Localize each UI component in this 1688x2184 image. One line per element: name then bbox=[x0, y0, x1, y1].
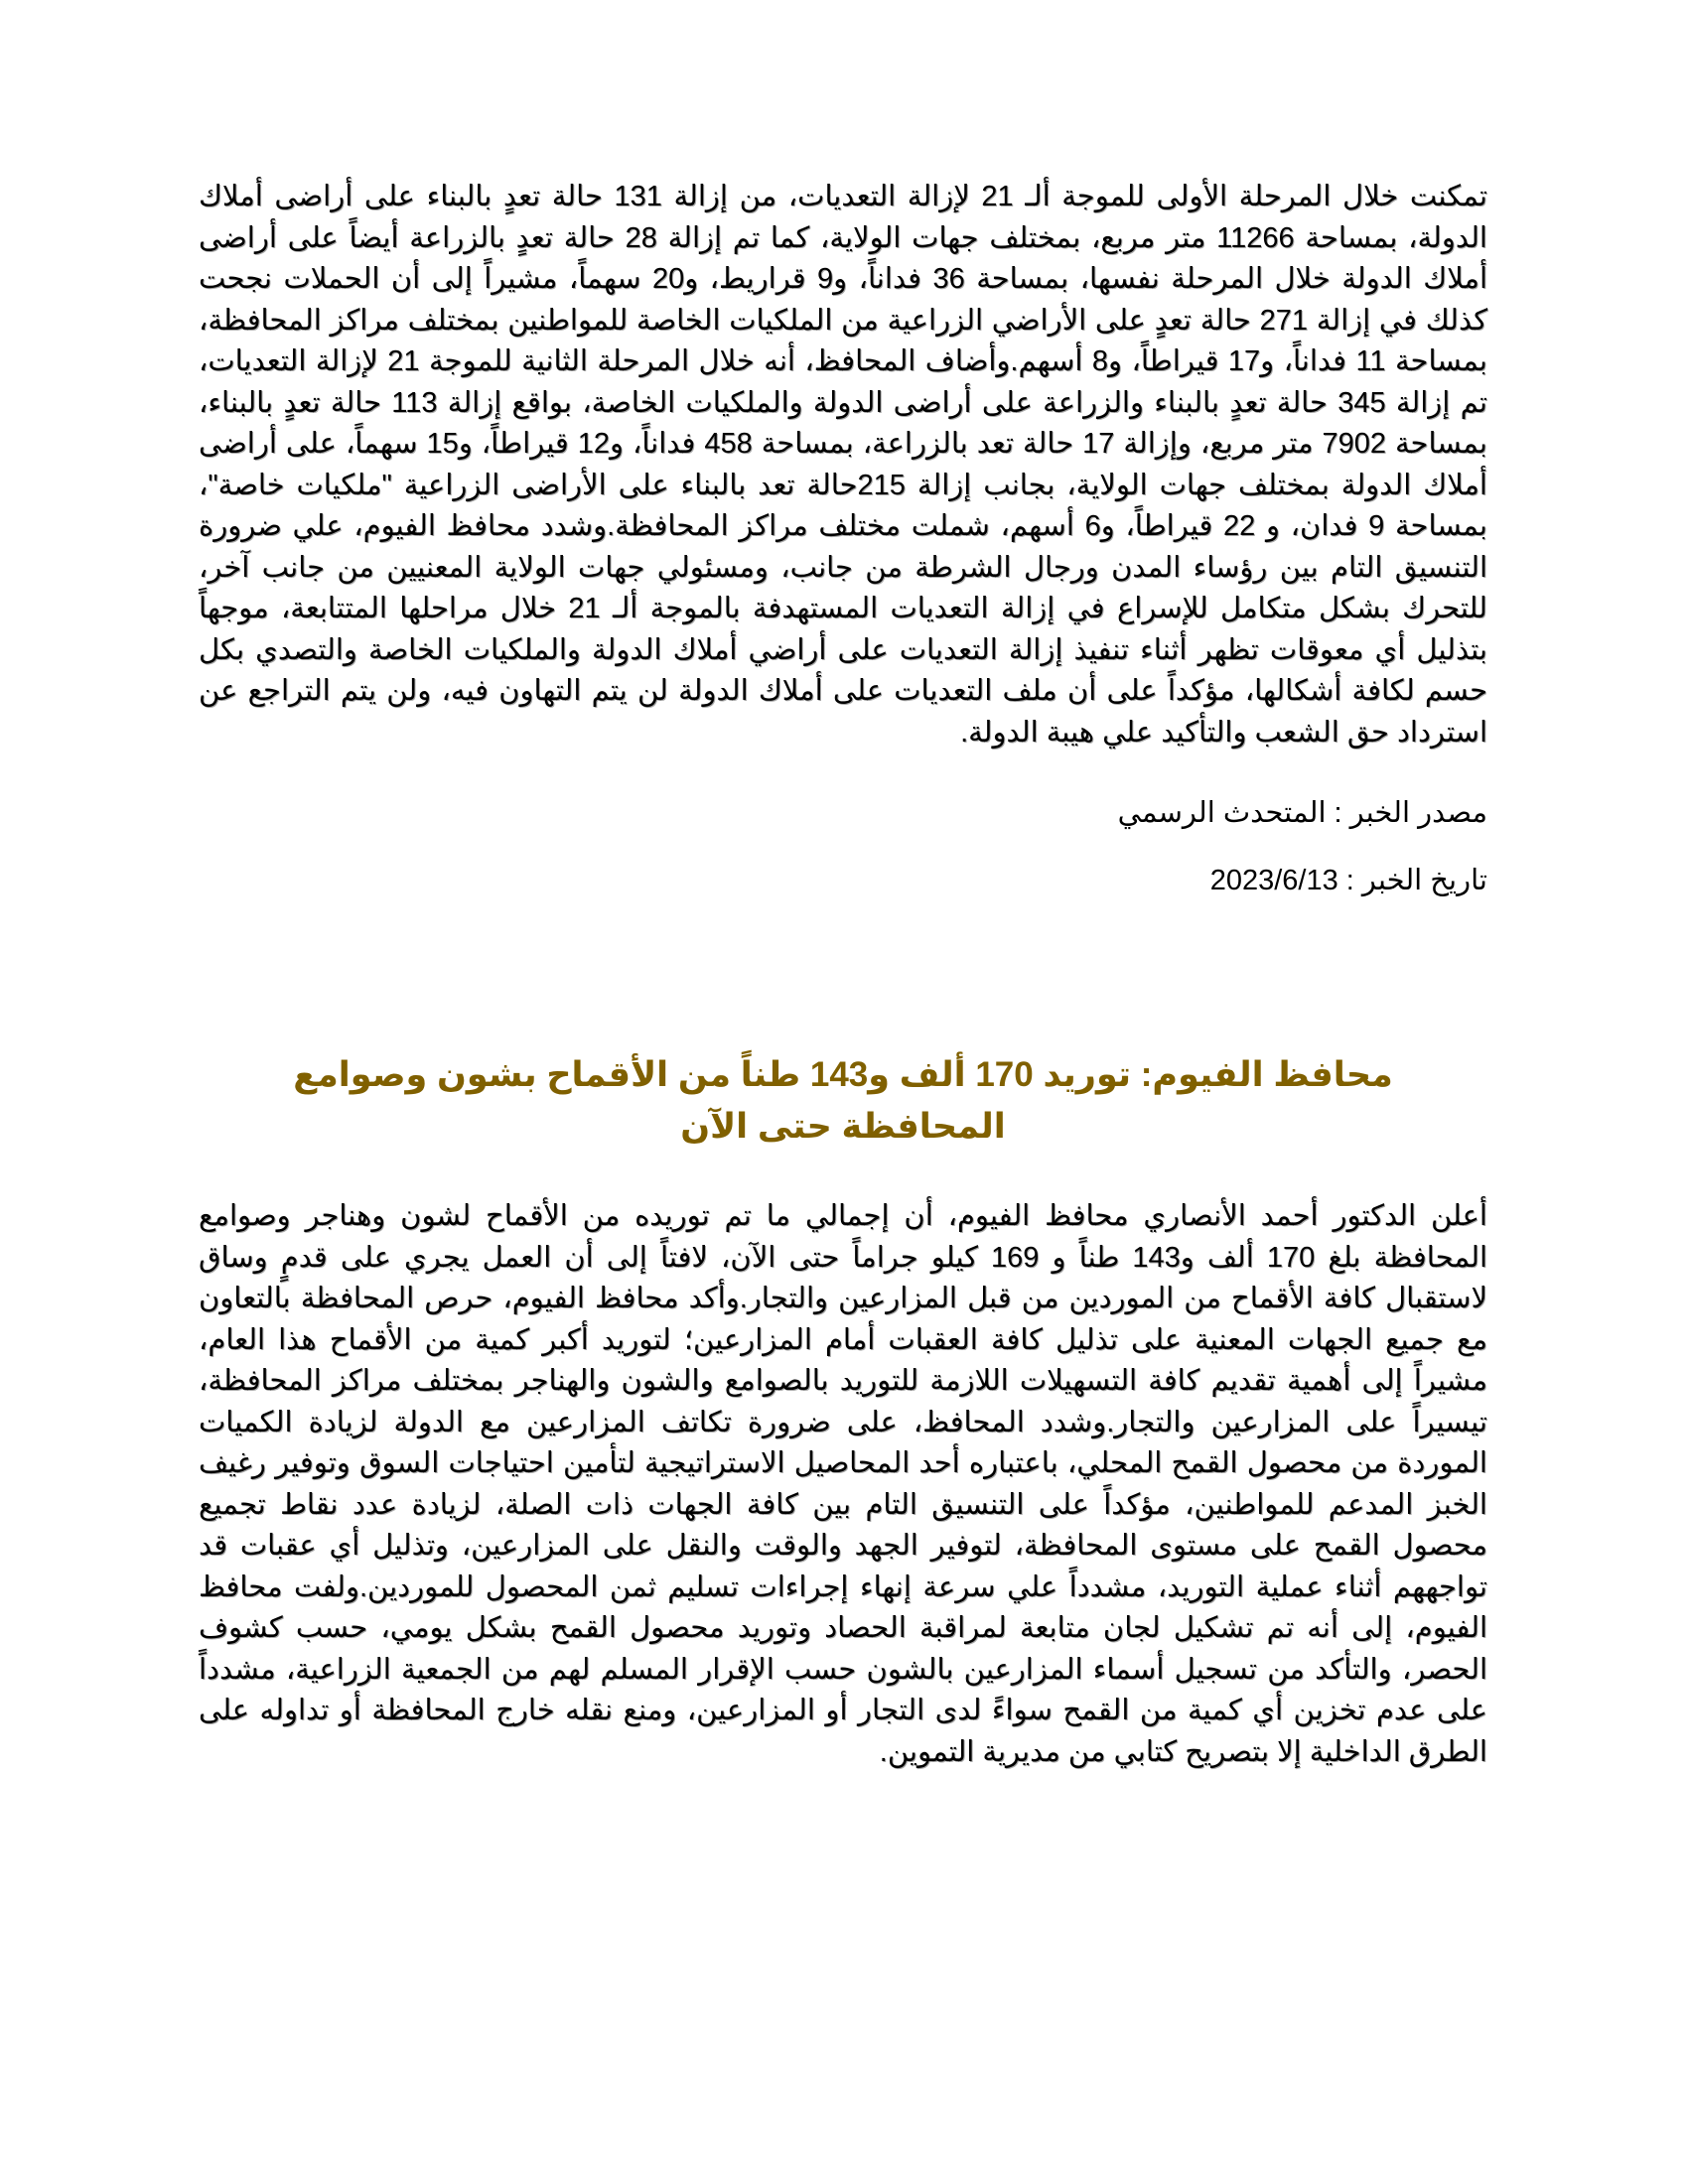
news-source-label: مصدر الخبر : المتحدث الرسمي bbox=[1117, 797, 1487, 829]
article-demolition-wave-21 bbox=[199, 177, 1487, 900]
article-headline: محافظ الفيوم: توريد 170 ألف و143 طناً من الأقماح بشون وصوامع المحافظة حتى الآن bbox=[293, 1055, 1393, 1146]
document-page bbox=[199, 177, 1487, 1773]
article-body-paragraph: أعلن الدكتور أحمد الأنصاري محافظ الفيوم، أن إجمالي ما تم توريده من الأقماح لشون وهناجر وصوامع المحافظة بلغ 170 ألف و143 طناً و 169 كيلو جراماً حتى الآن، لافتاً إلى أن العمل يجري على قدمٍ وساق لاستقبال كافة الأقماح من الموردين من قبل المزارعين والتجار.وأكد محافظ الفيوم، حرص المحافظة بالتعاون مع جميع الجهات المعنية على تذليل كافة العقبات أمام المزارعين؛ لتوريد أكبر كمية من الأقماح هذا العام، مشيراً إلى أهمية تقديم كافة التسهيلات اللازمة للتوريد بالصوامع والشون والهناجر بمختلف مراكز المحافظة، تيسيراً على المزارعين والتجار.وشدد المحافظ، على ضرورة تكاتف المزارعين مع الدولة لزيادة الكميات الموردة من محصول القمح المحلي، باعتباره أحد المحاصيل الاستراتيجية لتأمين احتياجات السوق وتوفير رغيف الخبز المدعم للمواطنين، مؤكداً على التنسيق التام بين كافة الجهات ذات الصلة، لزيادة عدد نقاط تجميع محصول القمح على مستوى المحافظة، لتوفير الجهد والوقت والنقل على المزارعين، وتذليل أي عقبات قد تواجههم أثناء عملية التوريد، مشدداً علي سرعة إنهاء إجراءات تسليم ثمن المحصول للموردين.ولفت محافظ الفيوم، إلى أنه تم تشكيل لجان متابعة لمراقبة الحصاد وتوريد محصول القمح بشكل يومي، حسب كشوف الحصر، والتأكد من تسجيل أسماء المزارعين بالشون حسب الإقرار المسلم لهم من الجمعية الزراعية، مشدداً على عدم تخزين أي كمية من القمح سواءً لدى التجار أو المزارعين، ومنع نقله خارج المحافظة أو تداوله على الطرق الداخلية إلا بتصريح كتابي من مديرية التموين. bbox=[199, 1200, 1488, 1768]
article-body-paragraph: تمكنت خلال المرحلة الأولى للموجة ألـ 21 لإزالة التعديات، من إزالة 131 حالة تعدٍ بالبناء على أراضى أملاك الدولة، بمساحة 11266 متر مربع، بمختلف جهات الولاية، كما تم إزالة 28 حالة تعدٍ بالزراعة أيضاً على أراضى أملاك الدولة خلال المرحلة نفسها، بمساحة 36 فداناً، و9 قراريط، و20 سهماً، مشيراً إلى أن الحملات نجحت كذلك في إزالة 271 حالة تعدٍ على الأراضي الزراعية من الملكيات الخاصة للمواطنين بمختلف مراكز المحافظة، بمساحة 11 فداناً، و17 قيراطاً، و8 أسهم.وأضاف المحافظ، أنه خلال المرحلة الثانية للموجة 21 لإزالة التعديات، تم إزالة 345 حالة تعدٍ بالبناء والزراعة على أراضى الدولة والملكيات الخاصة، بواقع إزالة 113 حالة تعدٍ بالبناء، بمساحة 7902 متر مربع، وإزالة 17 حالة تعد بالزراعة، بمساحة 458 فداناً، و12 قيراطاً، و15 سهماً، على أراضى أملاك الدولة بمختلف جهات الولاية، بجانب إزالة 215حالة تعد بالبناء على الأراضى الزراعية "ملكيات خاصة"، بمساحة 9 فدان، و 22 قيراطاً، و6 أسهم، شملت مختلف مراكز المحافظة.وشدد محافظ الفيوم، علي ضرورة التنسيق التام بين رؤساء المدن ورجال الشرطة من جانب، ومسئولي جهات الولاية المعنيين من جانب آخر، للتحرك بشكل متكامل للإسراع في إزالة التعديات المستهدفة بالموجة ألـ 21 خلال مراحلها المتتابعة، موجهاً بتذليل أي معوقات تظهر أثناء تنفيذ إزالة التعديات على أراضي أملاك الدولة والملكيات الخاصة والتصدي بكل حسم لكافة أشكالها، مؤكداً على أن ملف التعديات على أملاك الدولة لن يتم التهاون فيه، ولن يتم التراجع عن استرداد حق الشعب والتأكيد علي هيبة الدولة. bbox=[199, 181, 1488, 749]
article-wheat-supply bbox=[199, 1049, 1487, 1773]
news-date-label: تاريخ الخبر : 2023/6/13 bbox=[1209, 865, 1487, 896]
